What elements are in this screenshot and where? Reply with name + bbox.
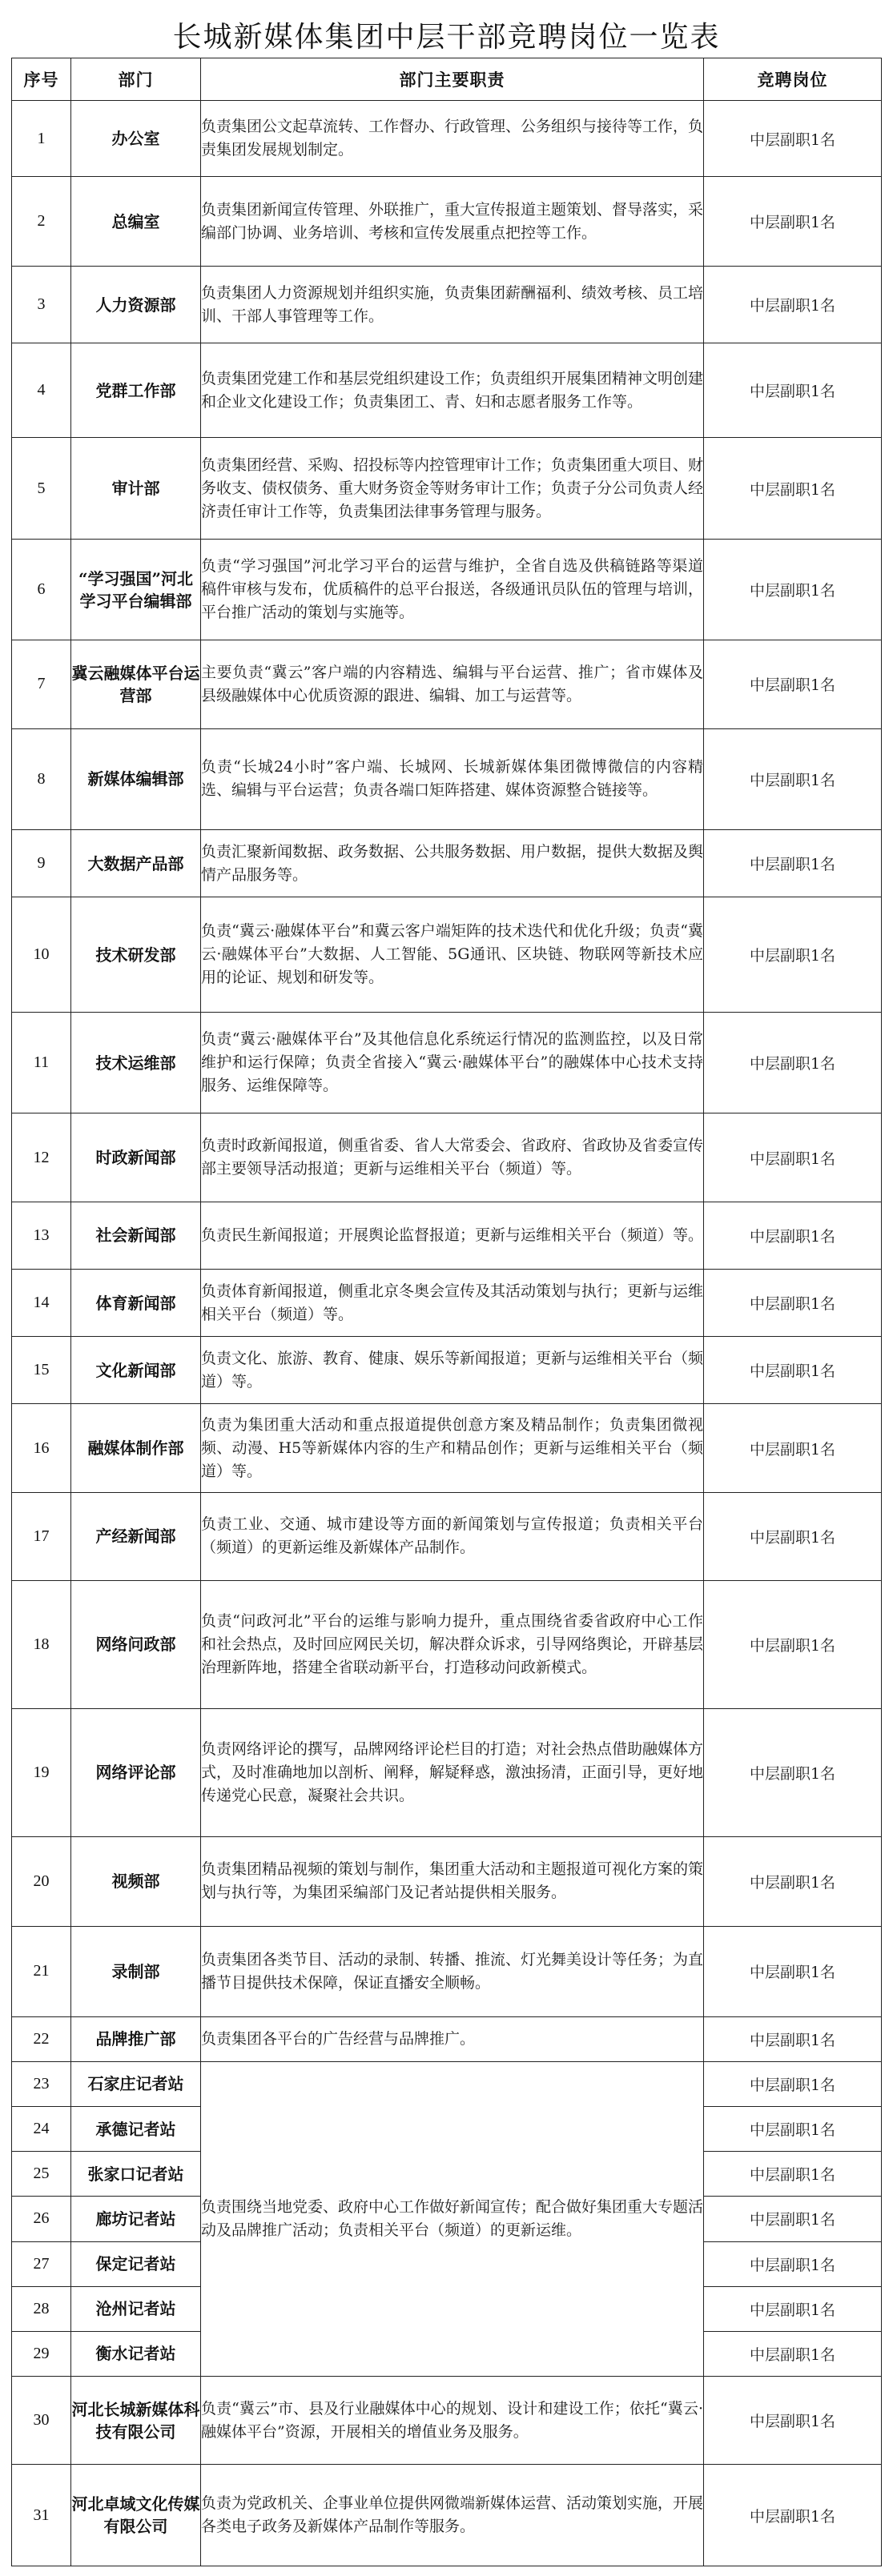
row-post: 中层副职1名: [704, 1012, 882, 1113]
row-department: 衡水记者站: [71, 2331, 201, 2376]
row-number: 11: [12, 1012, 71, 1113]
row-duty: 负责“冀云·融媒体平台”及其他信息化系统运行情况的监测监控，以及日常维护和运行保障；负责全省接入“冀云·融媒体平台”的融媒体中心技术支持服务、运维保障等。: [201, 1012, 704, 1113]
row-duty: 负责“冀云”市、县及行业融媒体中心的规划、设计和建设工作；依托“冀云·融媒体平台”资源，开展相关的增值业务及服务。: [201, 2377, 704, 2465]
row-duty: 负责“学习强国”河北学习平台的运营与维护，全省自选及供稿链路等渠道稿件审核与发布，优质稿件的总平台报送，各级通讯员队伍的管理与培训，平台推广活动的策划与实施等。: [201, 539, 704, 640]
row-duty: 负责集团党建工作和基层党组织建设工作；负责组织开展集团精神文明创建和企业文化建设工作；负责集团工、青、妇和志愿者服务工作等。: [201, 343, 704, 438]
row-number: 26: [12, 2197, 71, 2241]
table-row: [12, 438, 882, 539]
row-post: 中层副职1名: [704, 1580, 882, 1708]
row-number: 28: [12, 2286, 71, 2331]
row-department: 社会新闻部: [71, 1202, 201, 1269]
row-post: 中层副职1名: [704, 1202, 882, 1269]
row-department: “学习强国”河北学习平台编辑部: [71, 539, 201, 640]
row-number: 23: [12, 2061, 71, 2106]
station-duty: 负责围绕当地党委、政府中心工作做好新闻宣传；配合做好集团重大专题活动及品牌推广活动；负责相关平台（频道）的更新运维。: [201, 2061, 704, 2376]
row-number: 18: [12, 1580, 71, 1708]
row-department: 党群工作部: [71, 343, 201, 438]
row-department: 承德记者站: [71, 2106, 201, 2151]
row-duty: 负责“长城24小时”客户端、长城网、长城新媒体集团微博微信的内容精选、编辑与平台运营；负责各端口矩阵搭建、媒体资源整合链接等。: [201, 728, 704, 829]
row-number: 29: [12, 2331, 71, 2376]
header-post: 竞聘岗位: [704, 58, 882, 101]
row-number: 1: [12, 101, 71, 177]
row-duty: 负责为集团重大活动和重点报道提供创意方案及精品制作；负责集团微视频、动漫、H5等新媒体内容的生产和精品创作；更新与运维相关平台（频道）等。: [201, 1404, 704, 1492]
row-department: 新媒体编辑部: [71, 728, 201, 829]
row-department: 河北长城新媒体科技有限公司: [71, 2377, 201, 2465]
row-department: 廊坊记者站: [71, 2197, 201, 2241]
row-duty: 负责文化、旅游、教育、健康、娱乐等新闻报道；更新与运维相关平台（频道）等。: [201, 1337, 704, 1404]
row-department: 办公室: [71, 101, 201, 177]
row-number: 21: [12, 1927, 71, 2016]
row-number: 3: [12, 267, 71, 343]
table-row: [12, 101, 882, 177]
header-dept: 部门: [71, 58, 201, 101]
table-row: [12, 2061, 882, 2106]
row-duty: 负责集团各平台的广告经营与品牌推广。: [201, 2016, 704, 2061]
row-post: 中层副职1名: [704, 101, 882, 177]
row-number: 16: [12, 1404, 71, 1492]
row-number: 25: [12, 2152, 71, 2197]
row-department: 河北卓域文化传媒有限公司: [71, 2465, 201, 2566]
table-body: [12, 101, 882, 2566]
row-post: 中层副职1名: [704, 2377, 882, 2465]
row-number: 10: [12, 897, 71, 1013]
row-number: 8: [12, 728, 71, 829]
table-row: [12, 640, 882, 728]
row-post: 中层副职1名: [704, 2465, 882, 2566]
row-department: 网络问政部: [71, 1580, 201, 1708]
table-row: [12, 2377, 882, 2465]
row-post: 中层副职1名: [704, 1269, 882, 1336]
row-number: 27: [12, 2241, 71, 2286]
row-number: 13: [12, 1202, 71, 1269]
table-row: [12, 829, 882, 897]
row-post: 中层副职1名: [704, 2286, 882, 2331]
row-department: 体育新闻部: [71, 1269, 201, 1336]
page-title: 长城新媒体集团中层干部竞聘岗位一览表: [172, 21, 721, 54]
header-duty: 部门主要职责: [201, 58, 704, 101]
row-department: 人力资源部: [71, 267, 201, 343]
row-post: 中层副职1名: [704, 1113, 882, 1202]
row-number: 7: [12, 640, 71, 728]
row-duty: 主要负责“冀云”客户端的内容精选、编辑与平台运营、推广；省市媒体及县级融媒体中心优质资源的跟进、编辑、加工与运营等。: [201, 640, 704, 728]
row-number: 12: [12, 1113, 71, 1202]
row-number: 15: [12, 1337, 71, 1404]
row-post: 中层副职1名: [704, 2331, 882, 2376]
row-number: 31: [12, 2465, 71, 2566]
row-duty: 负责工业、交通、城市建设等方面的新闻策划与宣传报道；负责相关平台（频道）的更新运维及新媒体产品制作。: [201, 1492, 704, 1580]
row-department: 文化新闻部: [71, 1337, 201, 1404]
row-duty: 负责集团新闻宣传管理、外联推广，重大宣传报道主题策划、督导落实，采编部门协调、业务培训、考核和宣传发展重点把控等工作。: [201, 177, 704, 267]
row-post: 中层副职1名: [704, 267, 882, 343]
row-duty: 负责集团精品视频的策划与制作，集团重大活动和主题报道可视化方案的策划与执行等，为集团采编部门及记者站提供相关服务。: [201, 1836, 704, 1926]
row-post: 中层副职1名: [704, 2152, 882, 2197]
row-department: 网络评论部: [71, 1708, 201, 1836]
table-row: [12, 1404, 882, 1492]
row-department: 冀云融媒体平台运营部: [71, 640, 201, 728]
row-department: 张家口记者站: [71, 2152, 201, 2197]
table-row: [12, 1113, 882, 1202]
row-post: 中层副职1名: [704, 1337, 882, 1404]
row-number: 5: [12, 438, 71, 539]
row-number: 14: [12, 1269, 71, 1336]
table-row: [12, 728, 882, 829]
table-row: [12, 1580, 882, 1708]
row-post: 中层副职1名: [704, 1708, 882, 1836]
row-number: 9: [12, 829, 71, 897]
table-row: [12, 1202, 882, 1269]
row-post: 中层副职1名: [704, 539, 882, 640]
row-duty: 负责集团公文起草流转、工作督办、行政管理、公务组织与接待等工作，负责集团发展规划制定。: [201, 101, 704, 177]
row-department: 沧州记者站: [71, 2286, 201, 2331]
row-department: 石家庄记者站: [71, 2061, 201, 2106]
table-row: [12, 1492, 882, 1580]
row-duty: 负责“问政河北”平台的运维与影响力提升，重点围绕省委省政府中心工作和社会热点，及时回应网民关切，解决群众诉求，引导网络舆论，开辟基层治理新阵地，搭建全省联动新平台，打造移动问政新模式。: [201, 1580, 704, 1708]
row-duty: 负责时政新闻报道，侧重省委、省人大常委会、省政府、省政协及省委宣传部主要领导活动报道；更新与运维相关平台（频道）等。: [201, 1113, 704, 1202]
row-number: 6: [12, 539, 71, 640]
table-row: [12, 1337, 882, 1404]
row-department: 产经新闻部: [71, 1492, 201, 1580]
row-number: 20: [12, 1836, 71, 1926]
table-row: [12, 267, 882, 343]
table-row: [12, 2465, 882, 2566]
table-row: [12, 1708, 882, 1836]
row-duty: 负责“冀云·融媒体平台”和冀云客户端矩阵的技术迭代和优化升级；负责“冀云·融媒体平台”大数据、人工智能、5G通讯、区块链、物联网等新技术应用的论证、规划和研发等。: [201, 897, 704, 1013]
positions-table: [11, 58, 882, 2566]
table-row: [12, 539, 882, 640]
row-number: 2: [12, 177, 71, 267]
row-department: 总编室: [71, 177, 201, 267]
table-header-row: [12, 58, 882, 101]
row-post: 中层副职1名: [704, 2197, 882, 2241]
row-department: 时政新闻部: [71, 1113, 201, 1202]
row-department: 技术运维部: [71, 1012, 201, 1113]
row-duty: 负责为党政机关、企事业单位提供网微端新媒体运营、活动策划实施，开展各类电子政务及新媒体产品制作等服务。: [201, 2465, 704, 2566]
row-post: 中层副职1名: [704, 2016, 882, 2061]
row-number: 24: [12, 2106, 71, 2151]
row-department: 保定记者站: [71, 2241, 201, 2286]
table-row: [12, 897, 882, 1013]
row-duty: 负责集团各类节目、活动的录制、转播、推流、灯光舞美设计等任务；为直播节目提供技术保障，保证直播安全顺畅。: [201, 1927, 704, 2016]
row-department: 录制部: [71, 1927, 201, 2016]
row-department: 视频部: [71, 1836, 201, 1926]
row-duty: 负责汇聚新闻数据、政务数据、公共服务数据、用户数据，提供大数据及舆情产品服务等。: [201, 829, 704, 897]
row-number: 4: [12, 343, 71, 438]
row-post: 中层副职1名: [704, 2061, 882, 2106]
row-department: 大数据产品部: [71, 829, 201, 897]
row-post: 中层副职1名: [704, 177, 882, 267]
table-row: [12, 177, 882, 267]
row-duty: 负责民生新闻报道；开展舆论监督报道；更新与运维相关平台（频道）等。: [201, 1202, 704, 1269]
row-post: 中层副职1名: [704, 1404, 882, 1492]
row-post: 中层副职1名: [704, 2241, 882, 2286]
row-number: 30: [12, 2377, 71, 2465]
row-duty: 负责集团人力资源规划并组织实施，负责集团薪酬福利、绩效考核、员工培训、干部人事管理等工作。: [201, 267, 704, 343]
table-row: [12, 2016, 882, 2061]
row-post: 中层副职1名: [704, 728, 882, 829]
table-row: [12, 1269, 882, 1336]
row-post: 中层副职1名: [704, 1927, 882, 2016]
row-post: 中层副职1名: [704, 1492, 882, 1580]
row-post: 中层副职1名: [704, 438, 882, 539]
row-post: 中层副职1名: [704, 1836, 882, 1926]
table-row: [12, 343, 882, 438]
row-duty: 负责集团经营、采购、招投标等内控管理审计工作；负责集团重大项目、财务收支、债权债务、重大财务资金等财务审计工作；负责子分公司负责人经济责任审计工作等，负责集团法律事务管理与服务。: [201, 438, 704, 539]
table-row: [12, 1836, 882, 1926]
table-row: [12, 1012, 882, 1113]
row-department: 品牌推广部: [71, 2016, 201, 2061]
row-post: 中层副职1名: [704, 829, 882, 897]
row-post: 中层副职1名: [704, 2106, 882, 2151]
table-row: [12, 1927, 882, 2016]
row-department: 技术研发部: [71, 897, 201, 1013]
row-number: 22: [12, 2016, 71, 2061]
row-department: 融媒体制作部: [71, 1404, 201, 1492]
row-post: 中层副职1名: [704, 897, 882, 1013]
header-seq: 序号: [12, 58, 71, 101]
row-number: 17: [12, 1492, 71, 1580]
row-post: 中层副职1名: [704, 640, 882, 728]
row-number: 19: [12, 1708, 71, 1836]
row-post: 中层副职1名: [704, 343, 882, 438]
row-duty: 负责网络评论的撰写，品牌网络评论栏目的打造；对社会热点借助融媒体方式，及时准确地加以剖析、阐释，解疑释惑，激浊扬清，正面引导，更好地传递党心民意，凝聚社会共识。: [201, 1708, 704, 1836]
row-duty: 负责体育新闻报道，侧重北京冬奥会宣传及其活动策划与执行；更新与运维相关平台（频道）等。: [201, 1269, 704, 1336]
row-department: 审计部: [71, 438, 201, 539]
